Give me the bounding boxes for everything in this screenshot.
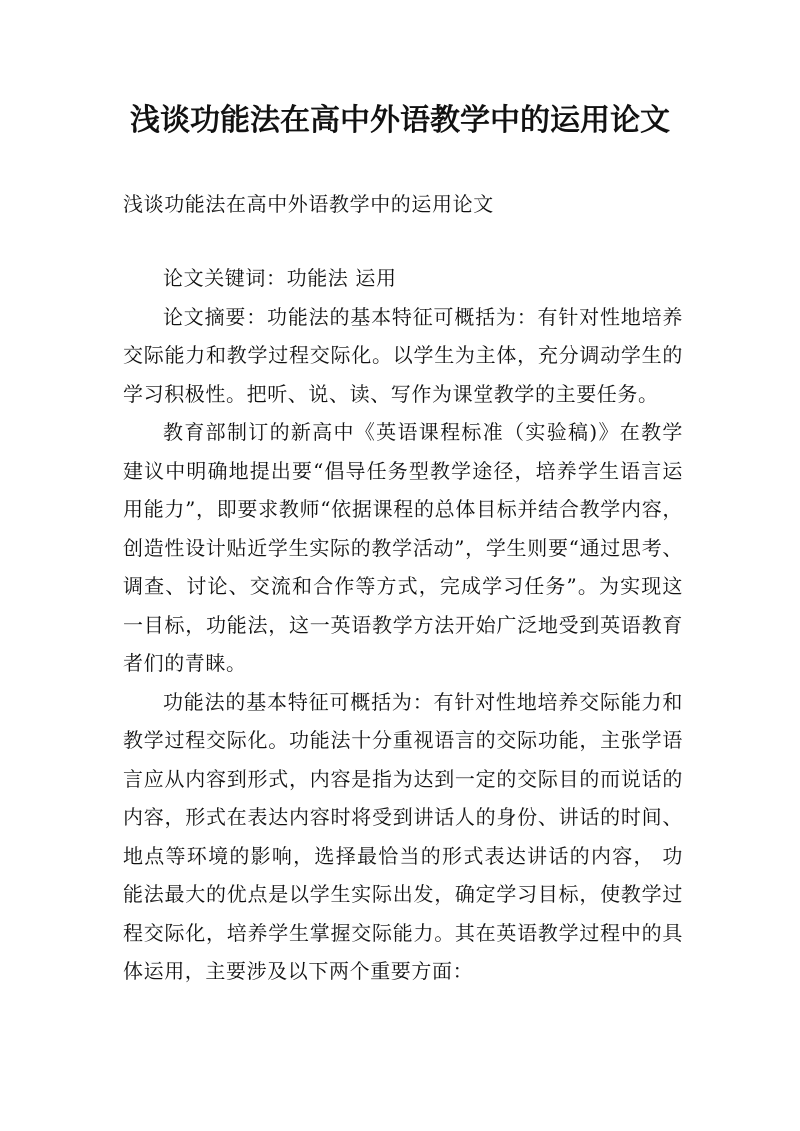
keywords-paragraph: 论文关键词：功能法 运用: [163, 266, 397, 290]
document-body: [123, 259, 683, 991]
body-paragraph: 功能法的基本特征可概括为：有针对性地培养交际能力和教学过程交际化。功能法十分重视语言的交际功能，主张学语言应从内容到形式，内容是指为达到一定的交际目的而说话的内容，形式在表达内容时将受到讲话人的身份、讲话的时间、地点等环境的影响，选择最恰当的形式表达讲话的内容， 功能法最大的优点是以学生实际出发，确定学习目标，使教学过程交际化，培养学生掌握交际能力。其在英语教学过程中的具体运用，主要涉及以下两个重要方面：: [123, 689, 683, 983]
abstract-paragraph: 论文摘要：功能法的基本特征可概括为：有针对性地培养交际能力和教学过程交际化。以学生为主体，充分调动学生的学习积极性。把听、说、读、写作为课堂教学的主要任务。: [123, 304, 683, 406]
document-title: 浅谈功能法在高中外语教学中的运用论文: [130, 103, 670, 138]
body-paragraph: 教育部制订的新高中《英语课程标准（实验稿)》在教学建议中明确地提出要“倡导任务型教学途径，培养学生语言运用能力”，即要求教师“依据课程的总体目标并结合教学内容，创造性设计贴近学生实际的教学活动”，学生则要“通过思考、调查、讨论、交流和合作等方式，完成学习任务”。为实现这一目标，功能法，这一英语教学方法开始广泛地受到英语教育者们的青睐。: [123, 420, 683, 675]
document-subtitle: 浅谈功能法在高中外语教学中的运用论文: [123, 192, 494, 216]
